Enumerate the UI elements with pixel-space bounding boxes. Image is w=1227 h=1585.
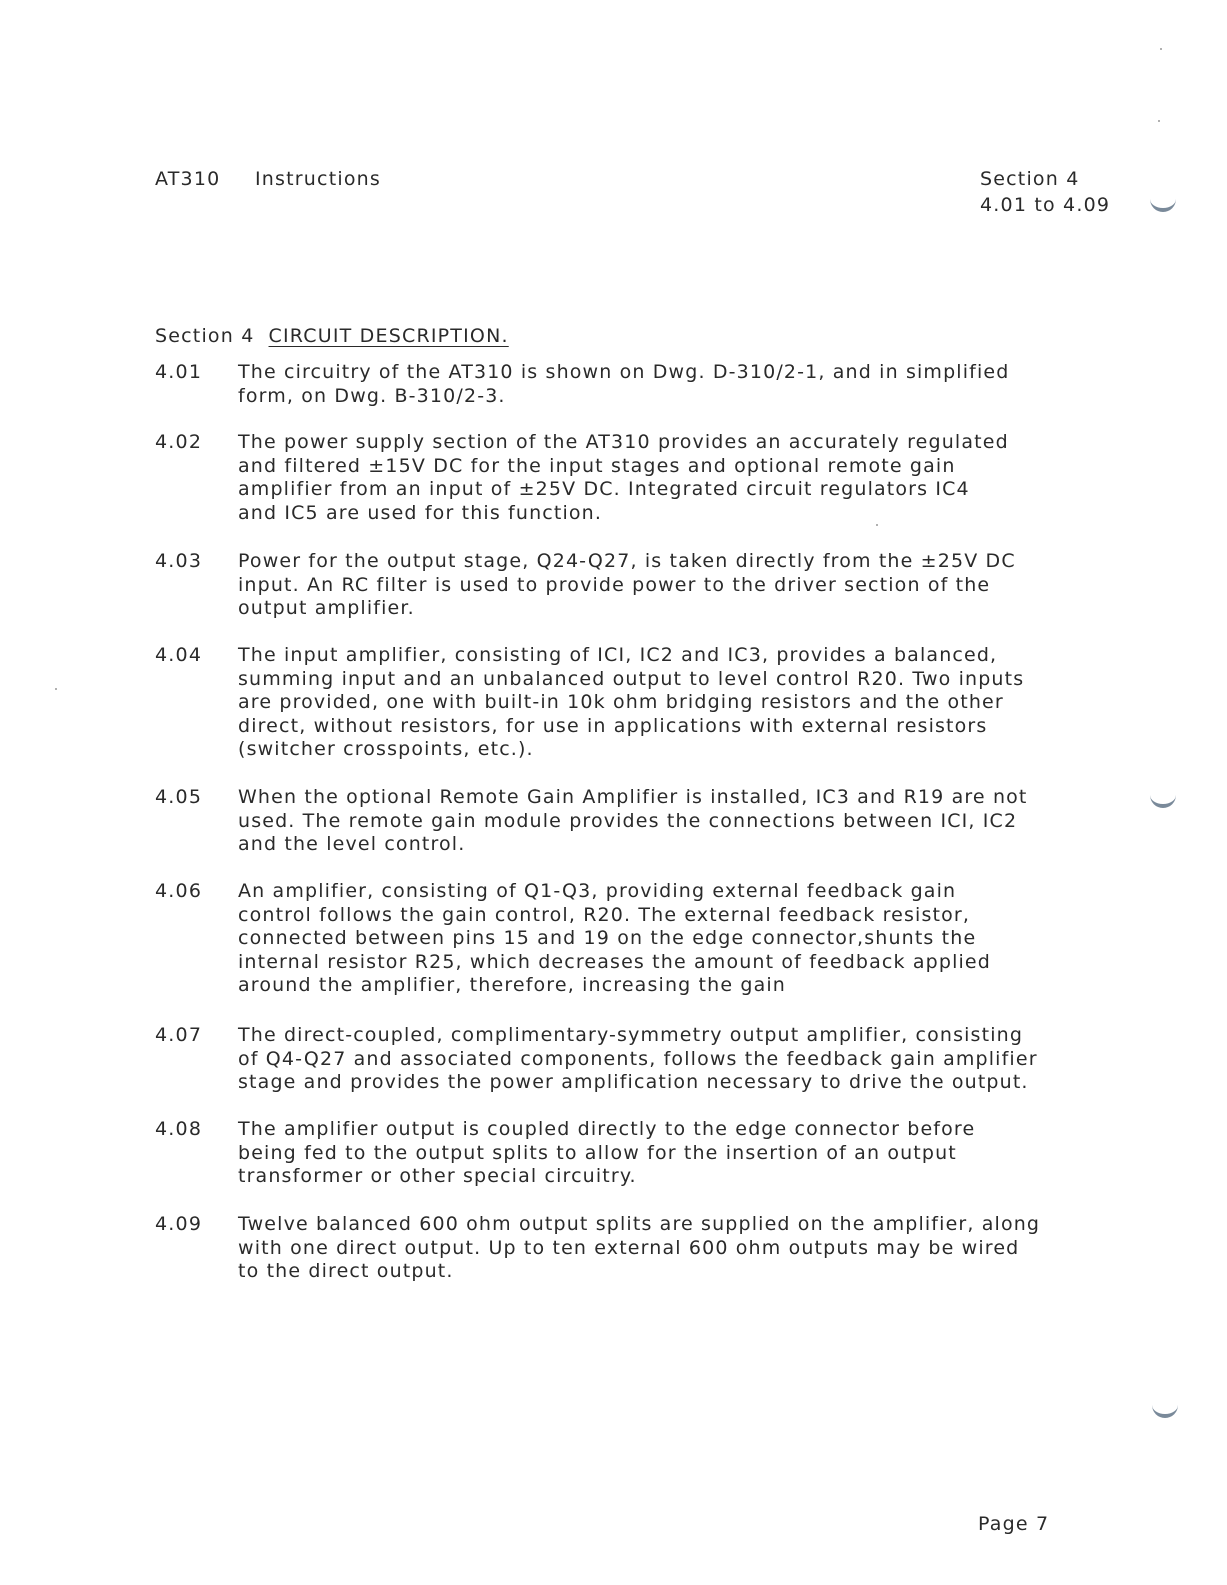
paragraph-line: and filtered ±15V DC for the input stages and optional remote gain [238,454,956,477]
paragraph-text [238,550,1016,621]
paragraph-line: around the amplifier, therefore, increasing the gain [238,974,786,996]
paragraph-text [238,1024,1038,1095]
paragraph-number: 4.09 [155,1213,203,1235]
paragraph-text [238,361,1009,408]
section-range: 4.01 to 4.09 [980,194,1111,216]
punch-hole-mark-middle [1150,792,1176,808]
paragraph-line: control follows the gain control, R20. The external feedback resistor, [238,903,971,926]
document-title: Instructions [255,168,381,190]
paragraph-number: 4.07 [155,1024,203,1046]
paragraph-line: output amplifier. [238,597,415,619]
paragraph-line: (switcher crosspoints, etc.). [238,738,534,760]
paragraph-number: 4.04 [155,644,203,666]
paragraph-line: and IC5 are used for this function. [238,501,603,524]
punch-hole-mark-bottom [1152,1402,1178,1418]
paragraph-line: The input amplifier, consisting of ICI, IC2 and IC3, provides a balanced, [238,644,998,666]
section-heading-label: Section 4 [155,325,255,347]
paragraph-text [238,1213,1040,1284]
paragraph-line: Twelve balanced 600 ohm output splits are supplied on the amplifier, along [238,1213,1041,1235]
paragraph-line: The amplifier output is coupled directly to the edge connector before [238,1118,976,1140]
scan-speck [876,524,878,526]
paragraph-number: 4.08 [155,1118,203,1140]
paragraph-line: An amplifier, consisting of Q1-Q3, providing external feedback gain [238,880,957,902]
paragraph-line: Power for the output stage, Q24-Q27, is taken directly from the ±25V DC [238,550,1016,572]
section-heading-title: CIRCUIT DESCRIPTION. [268,325,509,347]
paragraph-number: 4.03 [155,550,203,572]
paragraph-line: When the optional Remote Gain Amplifier is installed, IC3 and R19 are not [238,786,1028,808]
paragraph-line: used. The remote gain module provides the connections between ICI, IC2 [238,809,1018,832]
paragraph-line: stage and provides the power amplification necessary to drive the output. [238,1071,1029,1093]
paragraph-line: The direct-coupled, complimentary-symmetry output amplifier, consisting [238,1024,1024,1046]
paragraph-number: 4.06 [155,880,203,902]
paragraph-line: summing input and an unbalanced output to level control R20. Two inputs [238,667,1025,690]
scan-speck [1158,120,1160,122]
paragraph-line: direct, without resistors, for use in applications with external resistors [238,714,988,737]
paragraph-text [238,786,1028,857]
paragraph-line: and the level control. [238,833,466,855]
paragraph-line: internal resistor R25, which decreases the amount of feedback applied [238,950,991,973]
paragraph-text [238,431,1009,525]
paragraph-number: 4.02 [155,431,203,453]
paragraph-line: form, on Dwg. B-310/2-3. [238,384,506,407]
paragraph-line: connected between pins 15 and 19 on the edge connector,shunts the [238,927,977,949]
paragraph-line: of Q4-Q27 and associated components, follows the feedback gain amplifier [238,1047,1038,1070]
paragraph-line: with one direct output. Up to ten external 600 ohm outputs may be wired [238,1236,1020,1259]
paragraph-number: 4.01 [155,361,203,383]
section-reference: Section 4 [980,168,1080,190]
document-id: AT310 [155,168,221,190]
paragraph-number: 4.05 [155,786,203,808]
paragraph-line: amplifier from an input of ±25V DC. Integrated circuit regulators IC4 [238,478,970,500]
scan-speck [55,688,57,690]
section-heading [155,325,509,347]
paragraph-text [238,644,1024,762]
paragraph-line: input. An RC filter is used to provide power to the driver section of the [238,573,991,596]
punch-hole-mark-top [1150,196,1176,212]
paragraph-text [238,1118,975,1189]
paragraph-line: to the direct output. [238,1260,454,1282]
paragraph-line: transformer or other special circuitry. [238,1165,637,1187]
paragraph-line: The circuitry of the AT310 is shown on Dwg. D-310/2-1, and in simplified [238,361,1010,383]
paragraph-line: are provided, one with built-in 10k ohm bridging resistors and the other [238,691,1004,713]
scan-speck [1160,48,1162,50]
paragraph-text [238,880,991,998]
paragraph-line: The power supply section of the AT310 provides an accurately regulated [238,431,1009,453]
paragraph-line: being fed to the output splits to allow for the insertion of an output [238,1141,957,1164]
page-number: Page 7 [978,1513,1050,1535]
